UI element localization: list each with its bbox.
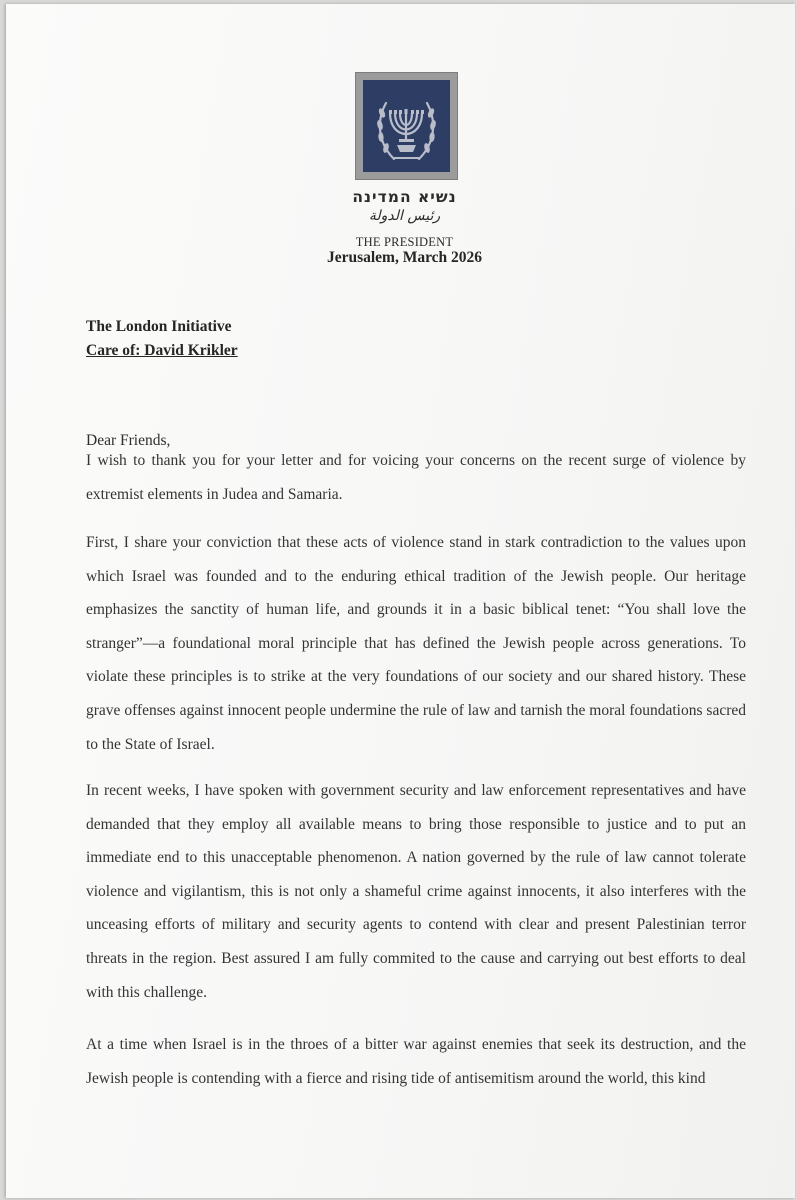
body-paragraph: At a time when Israel is in the throes of a bitter war against enemies that seek its destruction, and the Jewish people is contending with a fierce and rising tide of antisemitism around the world, this kind bbox=[86, 1036, 746, 1087]
letter-page bbox=[6, 4, 795, 1198]
hebrew-title: נשיא המדינה bbox=[352, 188, 457, 206]
salutation: Dear Friends, bbox=[86, 432, 171, 449]
arabic-title: رئيس الدولة bbox=[368, 208, 441, 224]
body-paragraph: I wish to thank you for your letter and for voicing your concerns on the recent surge of violence by extremist elements in Judea and Samaria. bbox=[86, 452, 746, 503]
recipient-name: The London Initiative bbox=[86, 318, 232, 335]
body-paragraph: First, I share your conviction that these acts of violence stand in stark contradiction to the values upon which Israel was founded and to the enduring ethical tradition of the Jewish people. Our heritage emphasizes the sanctity of human life, and grounds it in a basic biblical tenet: “You shall love the stranger”—a foundational moral principle that has defined the Jewish people across generations. To violate these principles is to strike at the very foundations of our society and our shared history. These grave offenses against innocent people undermine the rule of law and tarnish the moral foundations sacred to the State of Israel. bbox=[86, 534, 746, 753]
body-paragraph: In recent weeks, I have spoken with government security and law enforcement representatives and have demanded that they employ all available means to bring those responsible to justice and to put an immediate end to this unacceptable phenomenon. A nation governed by the rule of law cannot tolerate violence and vigilantism, this is not only a shameful crime against innocents, it also interferes with the unceasing efforts of military and security agents to contend with clear and present Palestinian terror threats in the region. Best assured I am fully commited to the cause and carrying out best efforts to deal with this challenge. bbox=[86, 782, 746, 1001]
recipient-care-of: Care of: David Krikler bbox=[86, 342, 238, 359]
menorah-emblem-icon bbox=[355, 72, 458, 180]
place-date: Jerusalem, March 2026 bbox=[326, 249, 483, 266]
english-title: THE PRESIDENT bbox=[355, 235, 454, 249]
